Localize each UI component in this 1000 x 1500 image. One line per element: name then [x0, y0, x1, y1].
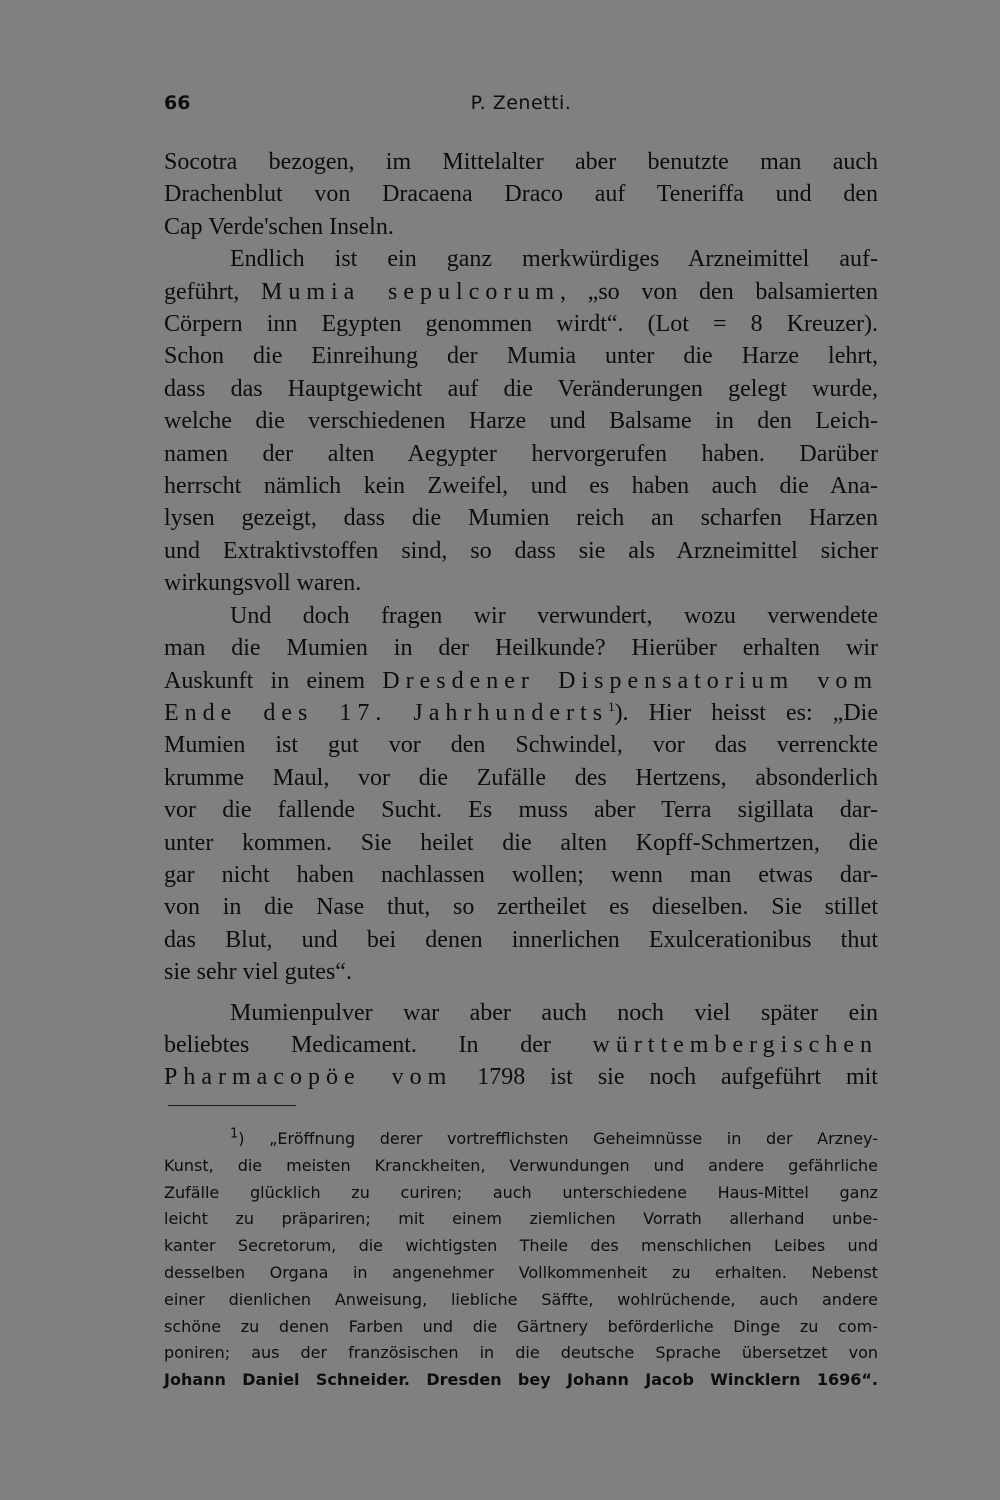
text-line: von in die Nase thut, so zertheilet es dieselben. Sie stillet	[164, 894, 878, 921]
page-number: 66	[164, 92, 191, 114]
footnote-line: leicht zu präpariren; mit einem ziemlichen Vorrath allerhand unbe-	[164, 1209, 878, 1229]
paragraph-3	[164, 600, 878, 989]
text-line: namen der alten Aegypter hervorgerufen haben. Darüber	[164, 440, 878, 467]
text-line	[164, 276, 878, 308]
footnote-line: einer dienlichen Anweisung, liebliche Säffte, wohlrüchende, auch andere	[164, 1289, 878, 1309]
text-line: herrscht nämlich kein Zweifel, und es haben auch die Ana-	[164, 473, 878, 500]
footnote-line: kanter Secretorum, die wichtigsten Theile des menschlichen Leibes und	[164, 1236, 878, 1256]
text-line: das Blut, und bei denen innerlichen Exulcerationibus thut	[164, 926, 878, 953]
text-line: Cap Verde'schen Inseln.	[164, 213, 394, 240]
footnote-line	[164, 1126, 878, 1153]
text-line: dass das Hauptgewicht auf die Veränderungen gelegt wurde,	[164, 375, 878, 402]
text-line	[164, 697, 878, 729]
text-line: Drachenblut von Dracaena Draco auf Teneriffa und den	[164, 181, 878, 208]
running-head-author: P. Zenetti.	[470, 92, 572, 114]
footnote-line: Johann Daniel Schneider. Dresden bey Johann Jacob Wincklern 1696“.	[164, 1370, 878, 1390]
running-head	[164, 92, 878, 122]
text-line: Cörpern inn Egypten genommen wirdt“. (Lot = 8 Kreuzer).	[164, 311, 878, 338]
spaced-emphasis: Mumia sepulcorum	[261, 278, 560, 305]
paragraph-2	[164, 243, 878, 599]
footnote-line: desselben Organa in angenehmer Vollkommenheit zu erhalten. Nebenst	[164, 1262, 878, 1282]
text-line: welche die verschiedenen Harze und Balsame in den Leich-	[164, 408, 878, 435]
footnote	[164, 1126, 878, 1394]
text-line	[164, 1029, 878, 1061]
text-run: Auskunft in einem	[164, 667, 383, 694]
footnote-marker: 1	[230, 1126, 239, 1142]
footnote-line: poniren; aus der französischen in die deutsche Sprache übersetzet von	[164, 1343, 878, 1363]
body-text	[164, 146, 878, 1094]
text-line: wirkungsvoll waren.	[164, 570, 362, 597]
text-line: lysen gezeigt, dass die Mumien reich an scharfen Harzen	[164, 505, 878, 532]
text-line: Mumien ist gut vor den Schwindel, vor das verrenckte	[164, 732, 878, 759]
text-line: unter kommen. Sie heilet die alten Kopff-Schmertzen, die	[164, 829, 878, 856]
text-run: ) „Eröffnung derer vortrefflichsten Geheimnüsse in der Arzney-	[238, 1129, 878, 1148]
footnote-line: schöne zu denen Farben und die Gärtnery beförderliche Dinge zu com-	[164, 1316, 878, 1336]
text-line: Schon die Einreihung der Mumia unter die Harze lehrt,	[164, 343, 878, 370]
text-line: sie sehr viel gutes“.	[164, 959, 352, 986]
text-run: , „so von den balsamierten	[560, 278, 878, 305]
text-line: man die Mumien in der Heilkunde? Hierüber erhalten wir	[164, 635, 878, 662]
spaced-emphasis: württembergischen	[592, 1031, 878, 1058]
text-line	[164, 1061, 878, 1093]
footnote-reference: 1	[608, 698, 615, 714]
spaced-emphasis: Pharmacopöe vom	[164, 1064, 453, 1091]
text-run: ). Hier heisst es: „Die	[614, 699, 878, 726]
footnote-line: Kunst, die meisten Kranckheiten, Verwundungen und andere gefährliche	[164, 1155, 878, 1175]
text-run: beliebtes Medicament. In der	[164, 1031, 593, 1058]
spaced-emphasis: Dresdener Dispensatorium vom	[382, 667, 878, 694]
paragraph-4	[164, 997, 878, 1094]
text-line	[164, 665, 878, 697]
spaced-emphasis: Ende des 17. Jahrhunderts	[164, 699, 609, 726]
text-line: Mumienpulver war aber auch noch viel später ein	[230, 999, 878, 1026]
text-line: vor die fallende Sucht. Es muss aber Terra sigillata dar-	[164, 797, 878, 824]
text-run: 1798 ist sie noch aufgeführt mit	[452, 1064, 878, 1091]
text-line: Und doch fragen wir verwundert, wozu verwendete	[230, 602, 878, 629]
text-line: Socotra bezogen, im Mittelalter aber benutzte man auch	[164, 149, 878, 175]
paragraph-1	[164, 146, 878, 243]
text-line: und Extraktivstoffen sind, so dass sie als Arzneimittel sicher	[164, 537, 878, 564]
text-line: krumme Maul, vor die Zufälle des Hertzens, absonderlich	[164, 764, 878, 791]
text-run: geführt,	[164, 278, 261, 305]
footnote-divider	[168, 1105, 296, 1106]
text-line: Endlich ist ein ganz merkwürdiges Arzneimittel auf-	[230, 246, 878, 273]
text-line: gar nicht haben nachlassen wollen; wenn man etwas dar-	[164, 861, 878, 888]
footnote-line: Zufälle glücklich zu curiren; auch unterschiedene Haus-Mittel ganz	[164, 1182, 878, 1202]
